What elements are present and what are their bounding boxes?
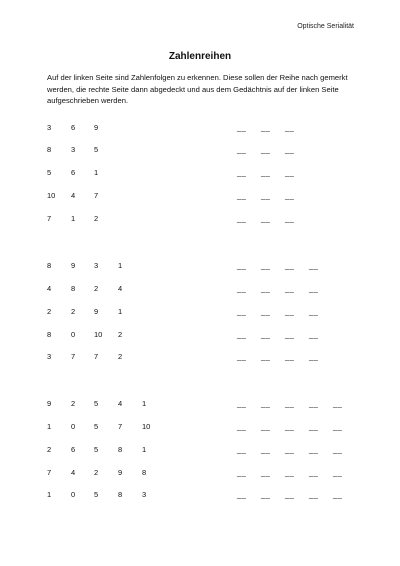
sequence-number: 8 bbox=[118, 445, 123, 454]
sequence-number: 1 bbox=[94, 168, 99, 177]
sequence-number: 7 bbox=[71, 352, 76, 361]
answer-blank: __ bbox=[285, 261, 295, 270]
answer-blank: __ bbox=[333, 399, 343, 408]
answer-blank: __ bbox=[261, 352, 271, 361]
answer-blank: __ bbox=[309, 284, 319, 293]
sequence-number: 1 bbox=[118, 307, 123, 316]
sequence-number: 2 bbox=[71, 399, 76, 408]
sequence-number: 2 bbox=[118, 352, 123, 361]
answer-blank: __ bbox=[261, 168, 271, 177]
sequence-number: 3 bbox=[71, 145, 76, 154]
answer-blank: __ bbox=[285, 168, 295, 177]
sequence-number: 7 bbox=[47, 468, 52, 477]
answer-blank: __ bbox=[237, 145, 247, 154]
answer-blank: __ bbox=[285, 284, 295, 293]
sequence-row bbox=[0, 399, 400, 411]
sequence-row bbox=[0, 352, 400, 364]
sequence-number: 2 bbox=[94, 214, 99, 223]
sequence-number: 5 bbox=[94, 445, 99, 454]
answer-blank: __ bbox=[237, 261, 247, 270]
sequence-number: 2 bbox=[94, 468, 99, 477]
sequence-number: 10 bbox=[47, 191, 56, 200]
sequence-row bbox=[0, 145, 400, 157]
answer-blank: __ bbox=[333, 468, 343, 477]
sequence-row bbox=[0, 261, 400, 273]
sequence-number: 8 bbox=[47, 261, 52, 270]
sequence-number: 8 bbox=[47, 145, 52, 154]
answer-blank: __ bbox=[285, 123, 295, 132]
sequence-number: 6 bbox=[71, 168, 76, 177]
sequence-number: 8 bbox=[142, 468, 147, 477]
answer-blank: __ bbox=[309, 468, 319, 477]
answer-blank: __ bbox=[237, 422, 247, 431]
answer-blank: __ bbox=[261, 214, 271, 223]
answer-blank: __ bbox=[261, 123, 271, 132]
answer-blank: __ bbox=[261, 191, 271, 200]
sequence-number: 8 bbox=[118, 490, 123, 499]
sequence-row bbox=[0, 214, 400, 226]
sequence-number: 7 bbox=[47, 214, 52, 223]
answer-blank: __ bbox=[261, 261, 271, 270]
answer-blank: __ bbox=[261, 445, 271, 454]
sequence-number: 5 bbox=[94, 422, 99, 431]
answer-blank: __ bbox=[237, 307, 247, 316]
answer-blank: __ bbox=[261, 307, 271, 316]
sequence-number: 2 bbox=[118, 330, 123, 339]
sequence-number: 3 bbox=[47, 123, 52, 132]
answer-blank: __ bbox=[285, 191, 295, 200]
sequence-number: 1 bbox=[47, 490, 52, 499]
sequence-number: 9 bbox=[47, 399, 52, 408]
answer-blank: __ bbox=[237, 399, 247, 408]
sequence-number: 1 bbox=[142, 399, 147, 408]
sequence-number: 7 bbox=[94, 191, 99, 200]
sequence-number: 4 bbox=[118, 399, 123, 408]
sequence-row bbox=[0, 490, 400, 502]
answer-blank: __ bbox=[309, 330, 319, 339]
sequence-number: 8 bbox=[47, 330, 52, 339]
answer-blank: __ bbox=[285, 352, 295, 361]
sequence-number: 0 bbox=[71, 490, 76, 499]
answer-blank: __ bbox=[237, 468, 247, 477]
sequence-number: 4 bbox=[71, 191, 76, 200]
answer-blank: __ bbox=[237, 123, 247, 132]
sequence-number: 9 bbox=[118, 468, 123, 477]
sequence-number: 5 bbox=[47, 168, 52, 177]
answer-blank: __ bbox=[285, 422, 295, 431]
answer-blank: __ bbox=[309, 352, 319, 361]
answer-blank: __ bbox=[237, 352, 247, 361]
answer-blank: __ bbox=[237, 214, 247, 223]
answer-blank: __ bbox=[309, 490, 319, 499]
answer-blank: __ bbox=[285, 399, 295, 408]
sequence-number: 5 bbox=[94, 145, 99, 154]
answer-blank: __ bbox=[333, 490, 343, 499]
sequence-number: 5 bbox=[94, 490, 99, 499]
answer-blank: __ bbox=[237, 168, 247, 177]
sequence-number: 3 bbox=[94, 261, 99, 270]
sequence-number: 4 bbox=[118, 284, 123, 293]
sequence-row bbox=[0, 191, 400, 203]
sequence-row bbox=[0, 468, 400, 480]
answer-blank: __ bbox=[285, 468, 295, 477]
answer-blank: __ bbox=[333, 445, 343, 454]
answer-blank: __ bbox=[261, 468, 271, 477]
answer-blank: __ bbox=[261, 145, 271, 154]
sequence-number: 6 bbox=[71, 445, 76, 454]
answer-blank: __ bbox=[261, 284, 271, 293]
sequence-number: 1 bbox=[71, 214, 76, 223]
sequence-number: 6 bbox=[71, 123, 76, 132]
answer-blank: __ bbox=[237, 284, 247, 293]
answer-blank: __ bbox=[309, 261, 319, 270]
sequence-number: 1 bbox=[142, 445, 147, 454]
sequence-number: 9 bbox=[71, 261, 76, 270]
instructions-text: Auf der linken Seite sind Zahlenfolgen zu erkennen. Diese sollen der Reihe nach gemerkt werden, die rechte Seite dann abgedeckt und aus dem Gedächtnis auf der linken Seite aufgeschrieben werden. bbox=[47, 73, 348, 105]
sequence-row bbox=[0, 445, 400, 457]
answer-blank: __ bbox=[285, 445, 295, 454]
sequence-number: 0 bbox=[71, 330, 76, 339]
answer-blank: __ bbox=[237, 330, 247, 339]
page-title: Zahlenreihen bbox=[168, 51, 232, 62]
sequence-number: 10 bbox=[94, 330, 103, 339]
answer-blank: __ bbox=[261, 422, 271, 431]
sequence-number: 9 bbox=[94, 307, 99, 316]
sequence-row bbox=[0, 307, 400, 319]
sequence-number: 4 bbox=[47, 284, 52, 293]
sequence-row bbox=[0, 422, 400, 434]
answer-blank: __ bbox=[261, 490, 271, 499]
answer-blank: __ bbox=[261, 330, 271, 339]
answer-blank: __ bbox=[333, 422, 343, 431]
sequence-number: 1 bbox=[118, 261, 123, 270]
sequence-row bbox=[0, 284, 400, 296]
sequence-number: 2 bbox=[47, 307, 52, 316]
sequence-row bbox=[0, 168, 400, 180]
answer-blank: __ bbox=[237, 445, 247, 454]
header-label: Optische Serialität bbox=[297, 23, 354, 30]
sequence-number: 3 bbox=[47, 352, 52, 361]
answer-blank: __ bbox=[285, 330, 295, 339]
sequence-number: 3 bbox=[142, 490, 147, 499]
sequence-number: 5 bbox=[94, 399, 99, 408]
sequence-number: 9 bbox=[94, 123, 99, 132]
sequence-row bbox=[0, 330, 400, 342]
answer-blank: __ bbox=[285, 307, 295, 316]
sequence-number: 7 bbox=[94, 352, 99, 361]
answer-blank: __ bbox=[237, 490, 247, 499]
sequence-number: 10 bbox=[142, 422, 151, 431]
answer-blank: __ bbox=[261, 399, 271, 408]
answer-blank: __ bbox=[285, 214, 295, 223]
sequence-number: 1 bbox=[47, 422, 52, 431]
sequence-number: 7 bbox=[118, 422, 123, 431]
sequence-number: 2 bbox=[71, 307, 76, 316]
sequence-row bbox=[0, 123, 400, 135]
answer-blank: __ bbox=[309, 422, 319, 431]
sequence-number: 4 bbox=[71, 468, 76, 477]
sequence-number: 8 bbox=[71, 284, 76, 293]
answer-blank: __ bbox=[309, 445, 319, 454]
sequence-number: 2 bbox=[47, 445, 52, 454]
sequence-number: 2 bbox=[94, 284, 99, 293]
answer-blank: __ bbox=[285, 145, 295, 154]
sequence-number: 0 bbox=[71, 422, 76, 431]
answer-blank: __ bbox=[285, 490, 295, 499]
answer-blank: __ bbox=[237, 191, 247, 200]
answer-blank: __ bbox=[309, 399, 319, 408]
answer-blank: __ bbox=[309, 307, 319, 316]
